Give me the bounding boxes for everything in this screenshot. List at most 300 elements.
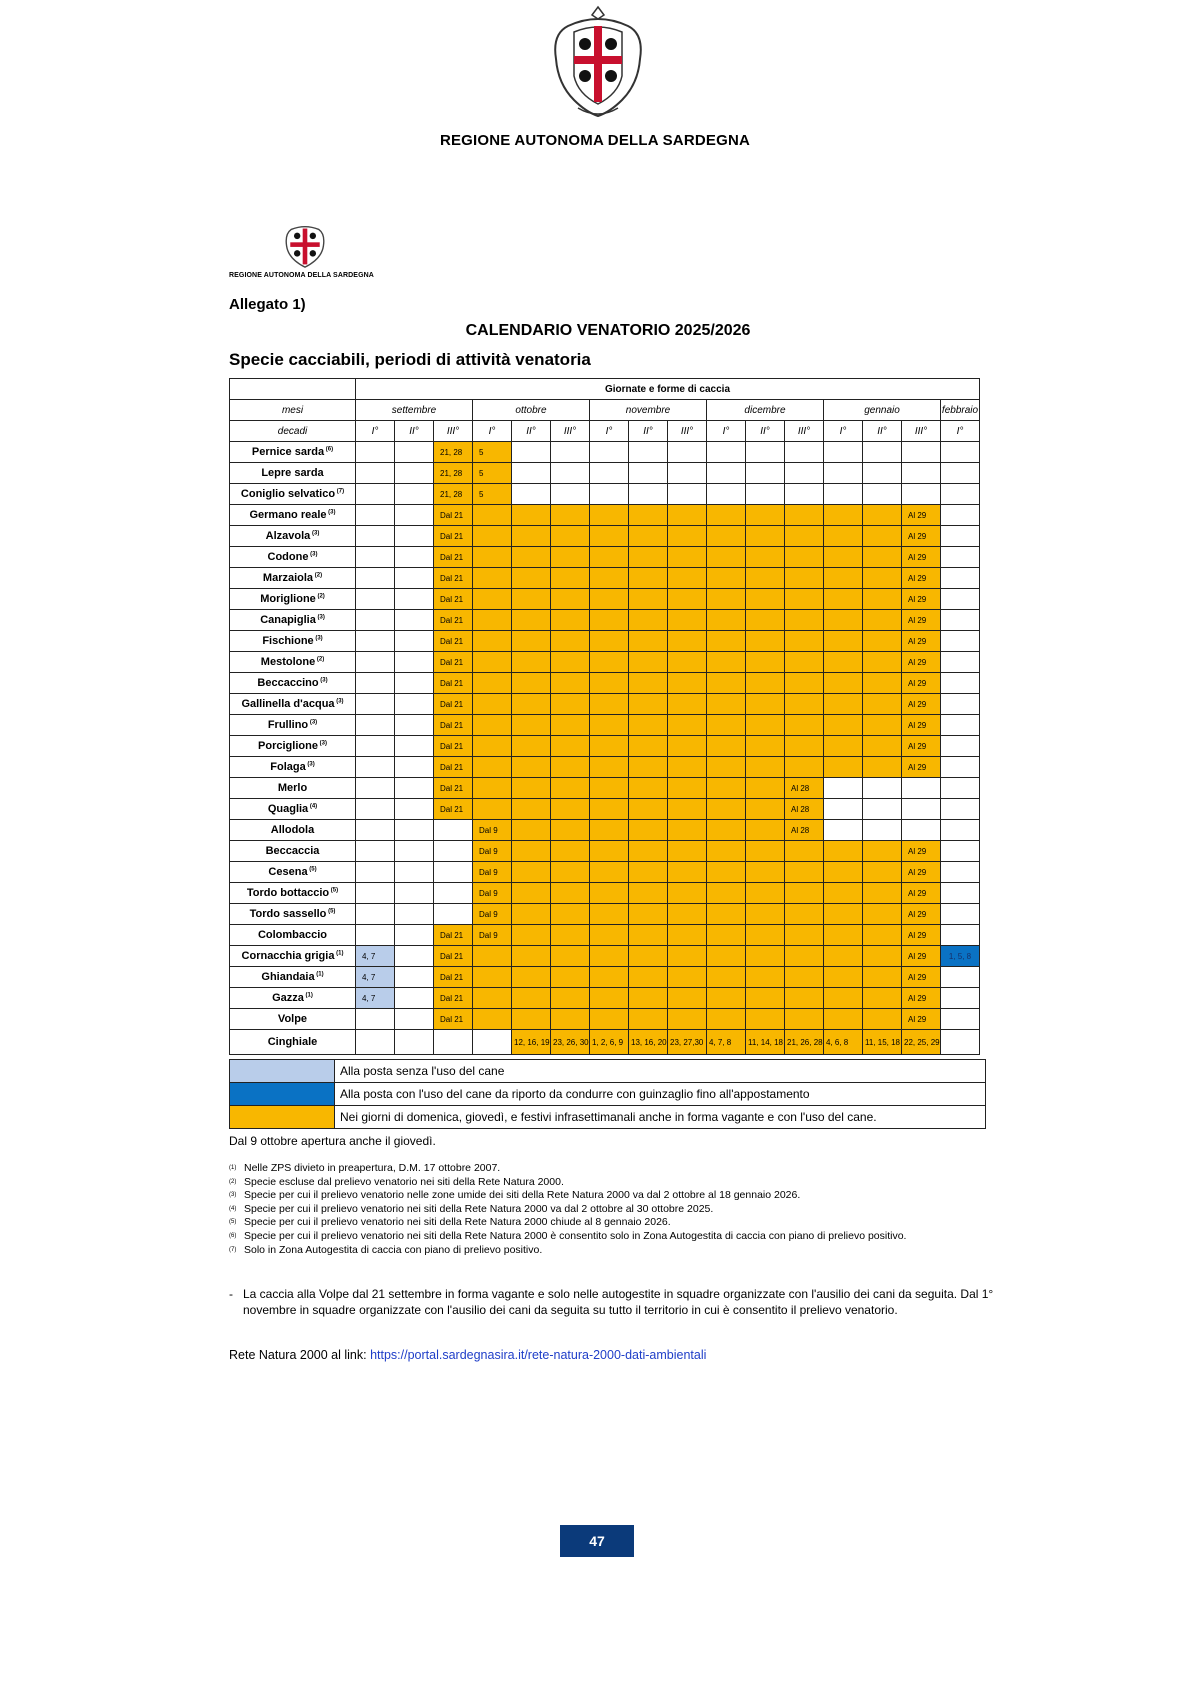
species-row (230, 862, 980, 883)
period-cell (551, 841, 590, 862)
species-label: Alzavola (265, 530, 311, 542)
period-cell (746, 862, 785, 883)
period-cell (863, 925, 902, 946)
decade-cell: III° (668, 421, 707, 442)
period-cell (785, 1009, 824, 1030)
period-cell (473, 652, 512, 673)
period-cell (707, 547, 746, 568)
period-cell (863, 505, 902, 526)
period-cell (395, 925, 434, 946)
month-novembre: novembre (590, 400, 707, 421)
period-cell (707, 778, 746, 799)
period-cell (863, 736, 902, 757)
period-cell: Dal 21 (434, 652, 473, 673)
species-footnote-ref: (3) (315, 614, 325, 621)
period-cell (356, 757, 395, 778)
period-cell (746, 547, 785, 568)
period-cell (512, 904, 551, 925)
period-cell (473, 799, 512, 820)
period-cell (824, 967, 863, 988)
period-cell (707, 442, 746, 463)
period-cell (356, 652, 395, 673)
species-footnote-ref: (3) (317, 740, 327, 747)
period-cell (863, 715, 902, 736)
species-label: Canapiglia (260, 614, 316, 626)
period-cell: 5 (473, 463, 512, 484)
species-name (230, 1009, 356, 1030)
rete-natura-link[interactable]: https://portal.sardegnasira.it/rete-natura-2000-dati-ambientali (370, 1348, 707, 1362)
period-cell (941, 631, 980, 652)
period-cell: 4, 7 (356, 967, 395, 988)
period-cell (746, 505, 785, 526)
period-cell (746, 778, 785, 799)
decade-cell: III° (551, 421, 590, 442)
period-cell (551, 736, 590, 757)
decade-cell: I° (824, 421, 863, 442)
period-cell (629, 652, 668, 673)
period-cell: Dal 21 (434, 631, 473, 652)
period-cell (863, 589, 902, 610)
period-cell (395, 883, 434, 904)
species-label: Colombaccio (257, 929, 328, 941)
period-cell (395, 715, 434, 736)
period-cell (395, 547, 434, 568)
species-name (230, 820, 356, 841)
species-row (230, 610, 980, 631)
period-cell (590, 526, 629, 547)
period-cell (668, 652, 707, 673)
species-name (230, 694, 356, 715)
period-cell (668, 988, 707, 1009)
period-cell (668, 547, 707, 568)
period-cell (941, 715, 980, 736)
period-cell (824, 841, 863, 862)
period-cell (941, 757, 980, 778)
species-row (230, 988, 980, 1009)
period-cell (824, 547, 863, 568)
footnote (229, 1244, 989, 1258)
species-label: Tordo sassello (249, 908, 327, 920)
species-row (230, 736, 980, 757)
period-cell (941, 652, 980, 673)
species-footnote-ref: (2) (315, 593, 325, 600)
period-cell (941, 1009, 980, 1030)
species-name (230, 841, 356, 862)
species-name (230, 631, 356, 652)
period-cell (941, 673, 980, 694)
period-cell (551, 883, 590, 904)
period-cell (356, 841, 395, 862)
species-row (230, 841, 980, 862)
period-cell (356, 715, 395, 736)
period-cell: 13, 16, 20 (629, 1030, 668, 1055)
period-cell (785, 547, 824, 568)
period-cell (824, 778, 863, 799)
species-name (230, 715, 356, 736)
period-cell (707, 484, 746, 505)
period-cell: Al 29 (902, 946, 941, 967)
period-cell (707, 841, 746, 862)
period-cell (512, 631, 551, 652)
period-cell (356, 820, 395, 841)
decade-cell: II° (395, 421, 434, 442)
period-cell (356, 463, 395, 484)
period-cell: 1, 5, 8 (941, 946, 980, 967)
rete-natura-line (229, 1348, 706, 1362)
species-row (230, 673, 980, 694)
period-cell (668, 946, 707, 967)
period-cell (395, 589, 434, 610)
species-footnote-ref: (7) (335, 488, 345, 495)
species-name (230, 904, 356, 925)
period-cell (785, 862, 824, 883)
species-footnote-ref: (5) (329, 887, 339, 894)
period-cell (746, 526, 785, 547)
period-cell (512, 442, 551, 463)
period-cell (902, 799, 941, 820)
period-cell: 4, 7, 8 (707, 1030, 746, 1055)
period-cell (785, 442, 824, 463)
species-name (230, 589, 356, 610)
period-cell (668, 505, 707, 526)
period-cell (668, 526, 707, 547)
period-cell (668, 904, 707, 925)
period-cell (746, 463, 785, 484)
period-cell (668, 463, 707, 484)
period-cell (473, 1030, 512, 1055)
period-cell (941, 694, 980, 715)
species-footnote-ref: (3) (334, 698, 344, 705)
period-cell (824, 526, 863, 547)
species-label: Quaglia (267, 803, 309, 815)
species-label: Porciglione (258, 740, 318, 752)
period-cell (902, 442, 941, 463)
period-cell (434, 883, 473, 904)
period-cell (863, 967, 902, 988)
period-cell (902, 463, 941, 484)
period-cell (824, 505, 863, 526)
footnote-text: Specie per cui il prelievo venatorio nei siti della Rete Natura 2000 chiude al 8 gennaio 2026. (244, 1216, 671, 1229)
footnote-number: (2) (229, 1178, 237, 1185)
month-febbraio: febbraio (941, 400, 980, 421)
period-cell (395, 652, 434, 673)
period-cell (473, 778, 512, 799)
period-cell (668, 967, 707, 988)
period-cell: Dal 21 (434, 547, 473, 568)
period-cell (746, 883, 785, 904)
species-name (230, 946, 356, 967)
period-cell (551, 988, 590, 1009)
species-label: Marzaiola (262, 572, 314, 584)
species-label: Merlo (277, 782, 308, 794)
period-cell (668, 778, 707, 799)
species-footnote-ref: (3) (310, 530, 320, 537)
period-cell (551, 1009, 590, 1030)
period-cell (863, 442, 902, 463)
period-cell (356, 484, 395, 505)
period-cell (356, 799, 395, 820)
period-cell: Dal 21 (434, 967, 473, 988)
period-cell (629, 1009, 668, 1030)
period-cell (629, 526, 668, 547)
species-row (230, 799, 980, 820)
period-cell (785, 463, 824, 484)
period-cell (395, 736, 434, 757)
period-cell (356, 442, 395, 463)
period-cell (590, 484, 629, 505)
period-cell (512, 673, 551, 694)
period-cell (824, 484, 863, 505)
period-cell (473, 757, 512, 778)
period-cell (356, 673, 395, 694)
period-cell (941, 463, 980, 484)
period-cell (668, 484, 707, 505)
footnote-text: Specie per cui il prelievo venatorio nei siti della Rete Natura 2000 è consentito solo in Zona Autogestita di caccia con piano di prelievo positivo. (244, 1229, 907, 1242)
period-cell (395, 1030, 434, 1055)
species-label: Allodola (270, 824, 315, 836)
period-cell (824, 610, 863, 631)
period-cell (629, 736, 668, 757)
period-cell (551, 589, 590, 610)
volpe-note-text: La caccia alla Volpe dal 21 settembre in forma vagante e solo nelle autogestite in squadre organizzate con l'ausilio dei cani da seguita. Dal 1° novembre in squadre organizzate con l'ausilio dei cani da seguita su tutto il territorio in cui è consentito il prelievo venatorio. (243, 1287, 994, 1317)
footnote-number: (1) (229, 1165, 237, 1171)
period-cell (668, 589, 707, 610)
period-cell (863, 547, 902, 568)
period-cell (941, 925, 980, 946)
period-cell: Al 29 (902, 904, 941, 925)
decade-cell: I° (941, 421, 980, 442)
period-cell (356, 547, 395, 568)
species-name (230, 799, 356, 820)
period-cell: Dal 9 (473, 883, 512, 904)
period-cell (434, 820, 473, 841)
region-title: REGIONE AUTONOMA DELLA SARDEGNA (439, 132, 751, 149)
period-cell: Dal 9 (473, 862, 512, 883)
period-cell (824, 736, 863, 757)
period-cell (356, 568, 395, 589)
footnote (229, 1216, 989, 1230)
species-row (230, 631, 980, 652)
period-cell (473, 694, 512, 715)
period-cell (551, 757, 590, 778)
period-cell: Dal 21 (434, 568, 473, 589)
period-cell (551, 547, 590, 568)
period-cell (590, 589, 629, 610)
period-cell (824, 463, 863, 484)
period-cell (785, 610, 824, 631)
period-cell (551, 568, 590, 589)
species-row (230, 967, 980, 988)
period-cell: 4, 6, 8 (824, 1030, 863, 1055)
period-cell (590, 757, 629, 778)
footnote (229, 1230, 989, 1244)
period-cell (629, 925, 668, 946)
footnote-text: Specie per cui il prelievo venatorio nei siti della Rete Natura 2000 va dal 2 ottobre al 30 ottobre 2025. (244, 1202, 714, 1215)
period-cell: 1, 2, 6, 9 (590, 1030, 629, 1055)
period-cell (551, 442, 590, 463)
rete-label: Rete Natura 2000 al link: (229, 1348, 367, 1362)
period-cell (512, 463, 551, 484)
period-cell (629, 862, 668, 883)
period-cell (473, 1009, 512, 1030)
period-cell (551, 694, 590, 715)
species-label: Coniglio selvatico (240, 488, 336, 500)
volpe-note (229, 1287, 999, 1318)
period-cell (668, 862, 707, 883)
period-cell (629, 967, 668, 988)
period-cell: 5 (473, 442, 512, 463)
period-cell: Dal 21 (434, 526, 473, 547)
period-cell (785, 757, 824, 778)
period-cell (707, 946, 746, 967)
period-cell (473, 946, 512, 967)
species-row (230, 904, 980, 925)
period-cell (473, 505, 512, 526)
period-cell: Al 28 (785, 799, 824, 820)
legend-text: Alla posta senza l'uso del cane (335, 1060, 986, 1083)
period-cell (746, 757, 785, 778)
period-cell (668, 757, 707, 778)
period-cell (512, 694, 551, 715)
period-cell: Al 29 (902, 715, 941, 736)
species-footnote-ref: (1) (314, 971, 324, 978)
species-label: Frullino (267, 719, 309, 731)
period-cell (707, 715, 746, 736)
period-cell: Al 29 (902, 736, 941, 757)
period-cell: Dal 21 (434, 925, 473, 946)
period-cell: Dal 21 (434, 715, 473, 736)
period-cell (629, 778, 668, 799)
period-cell (473, 673, 512, 694)
period-cell (512, 862, 551, 883)
thursday-note: Dal 9 ottobre apertura anche il giovedì. (229, 1134, 436, 1148)
period-cell (746, 673, 785, 694)
period-cell: Al 29 (902, 841, 941, 862)
period-cell (707, 589, 746, 610)
footnotes (229, 1162, 989, 1257)
species-name (230, 988, 356, 1009)
period-cell (785, 484, 824, 505)
period-cell (941, 967, 980, 988)
period-cell (746, 904, 785, 925)
period-cell (473, 736, 512, 757)
period-cell (824, 673, 863, 694)
period-cell (512, 589, 551, 610)
species-row (230, 820, 980, 841)
legend-row (230, 1106, 986, 1129)
hunting-calendar-table (229, 378, 980, 1055)
period-cell (668, 715, 707, 736)
period-cell (356, 883, 395, 904)
period-cell (629, 904, 668, 925)
period-cell (629, 988, 668, 1009)
species-label: Volpe (277, 1013, 308, 1025)
footnote (229, 1203, 989, 1217)
species-footnote-ref: (2) (313, 572, 323, 579)
footnote-text: Solo in Zona Autogestita di caccia con piano di prelievo positivo. (244, 1243, 543, 1256)
period-cell (746, 484, 785, 505)
species-name (230, 652, 356, 673)
period-cell (590, 799, 629, 820)
period-cell (863, 463, 902, 484)
period-cell (629, 631, 668, 652)
period-cell (551, 484, 590, 505)
period-cell (785, 631, 824, 652)
period-cell (512, 547, 551, 568)
period-cell (785, 526, 824, 547)
period-cell (512, 505, 551, 526)
period-cell (395, 673, 434, 694)
group-header: Giornate e forme di caccia (356, 379, 980, 400)
footnote-text: Specie escluse dal prelievo venatorio nei siti della Rete Natura 2000. (244, 1175, 564, 1188)
period-cell (512, 967, 551, 988)
period-cell (512, 484, 551, 505)
period-cell (785, 589, 824, 610)
legend-row (230, 1083, 986, 1106)
period-cell: Dal 21 (434, 610, 473, 631)
period-cell (629, 841, 668, 862)
species-name (230, 778, 356, 799)
period-cell (590, 610, 629, 631)
period-cell: Al 29 (902, 757, 941, 778)
period-cell: 11, 15, 18 (863, 1030, 902, 1055)
period-cell (395, 757, 434, 778)
species-row (230, 568, 980, 589)
period-cell (746, 988, 785, 1009)
species-name (230, 463, 356, 484)
period-cell: 4, 7 (356, 946, 395, 967)
species-name (230, 862, 356, 883)
period-cell: Dal 21 (434, 799, 473, 820)
period-cell (356, 694, 395, 715)
period-cell (746, 694, 785, 715)
period-cell (785, 988, 824, 1009)
period-cell (590, 652, 629, 673)
decade-cell: II° (512, 421, 551, 442)
period-cell: Dal 21 (434, 988, 473, 1009)
period-cell (941, 568, 980, 589)
period-cell (512, 778, 551, 799)
period-cell (785, 736, 824, 757)
period-cell: Dal 21 (434, 505, 473, 526)
period-cell (551, 631, 590, 652)
period-cell (395, 484, 434, 505)
period-cell (707, 967, 746, 988)
sardinia-crest-icon (548, 4, 648, 122)
period-cell (590, 463, 629, 484)
period-cell (824, 925, 863, 946)
period-cell (590, 967, 629, 988)
footnote-number: (7) (229, 1246, 237, 1253)
period-cell (746, 799, 785, 820)
period-cell: 21, 28 (434, 463, 473, 484)
species-label: Ghiandaia (261, 971, 315, 983)
period-cell (356, 610, 395, 631)
period-cell (629, 883, 668, 904)
period-cell (629, 757, 668, 778)
species-footnote-ref: (2) (315, 656, 325, 663)
period-cell (785, 505, 824, 526)
period-cell (668, 610, 707, 631)
period-cell (863, 1009, 902, 1030)
species-name (230, 883, 356, 904)
species-row (230, 484, 980, 505)
period-cell (824, 442, 863, 463)
period-cell (863, 883, 902, 904)
period-cell: Al 29 (902, 862, 941, 883)
footnote-text: Specie per cui il prelievo venatorio nelle zone umide dei siti della Rete Natura 2000 va dal 2 ottobre al 18 gennaio 2026. (244, 1189, 801, 1202)
period-cell (395, 862, 434, 883)
